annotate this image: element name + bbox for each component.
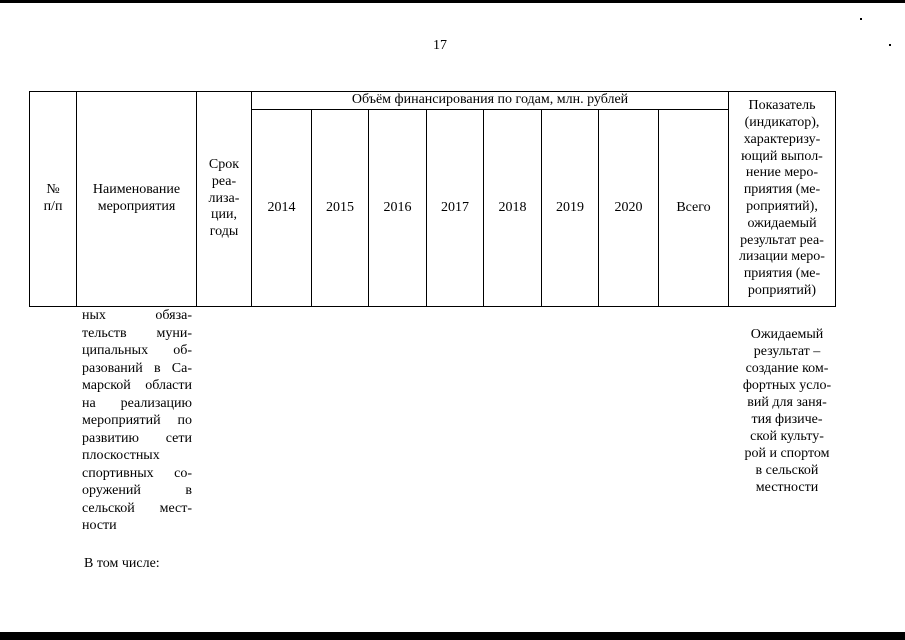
header-year: 2020 — [599, 110, 659, 307]
measure-name-line: оружений в — [82, 483, 192, 498]
measure-name-line: ных обяза- — [82, 308, 192, 323]
header-year: 2018 — [484, 110, 542, 307]
expected-result-text: Ожидаемый результат – создание ком- фортных усло- вий для заня- тия физиче- ской культу- рой и спортом в сельской местности — [742, 327, 832, 495]
scan-speck — [889, 44, 891, 46]
header-year: 2017 — [427, 110, 484, 307]
measure-name-line: мероприятий по — [82, 413, 192, 428]
header-funding: Объём финансирования по годам, млн. рублей — [252, 92, 729, 110]
measure-name-line: на реализацию — [82, 395, 192, 411]
funding-table — [29, 91, 836, 307]
header-name: Наименование мероприятия — [77, 92, 197, 307]
scan-border-bottom — [0, 632, 905, 640]
header-year: 2016 — [369, 110, 427, 307]
measure-name-line: ности — [82, 518, 117, 533]
header-term: Срок реа- лиза- ции, годы — [197, 92, 252, 307]
scan-speck — [860, 18, 862, 20]
measure-name-line: спортивных со- — [82, 465, 192, 481]
header-total: Всего — [659, 110, 729, 307]
measure-name-text — [82, 307, 192, 535]
page-number: 17 — [433, 38, 447, 53]
measure-name-line: тельств муни- — [82, 325, 192, 341]
measure-name-line: ципальных об- — [82, 343, 192, 358]
scan-border-top — [0, 0, 905, 3]
including-label: В том числе: — [84, 556, 160, 571]
header-year: 2015 — [312, 110, 369, 307]
measure-name-line: плоскостных — [82, 448, 160, 463]
measure-name-line: развитию сети — [82, 430, 192, 446]
header-number: № п/п — [30, 92, 77, 307]
measure-name-line: сельской мест- — [82, 500, 192, 516]
header-year: 2019 — [542, 110, 599, 307]
header-indicator: Показатель (индикатор), характеризу- ющий выпол- нение меро- приятия (ме- роприятий), ожидаемый результат реа- лизации меро- приятия (ме- роприятий) — [729, 92, 836, 307]
measure-name-line: марской области — [82, 378, 192, 393]
measure-name-line: разований в Са- — [82, 360, 192, 376]
header-year: 2014 — [252, 110, 312, 307]
